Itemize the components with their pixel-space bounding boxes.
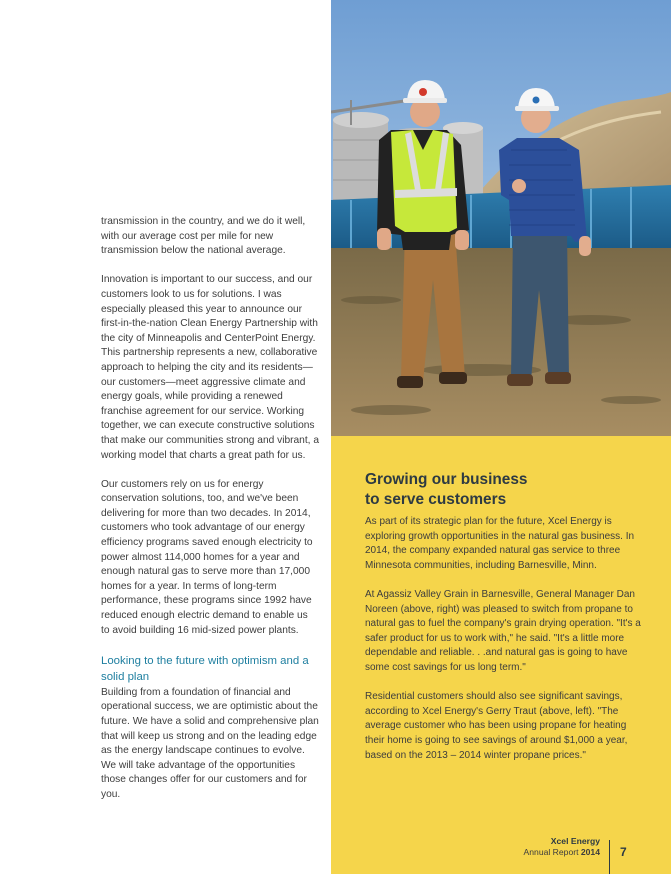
body-paragraph: Innovation is important to our success, and our customers look to us for solutions. I was especially pleased this year to announce our first-in-the-nation Clean Energy Partnership with the city of Minneapolis and CenterPoint Energy. This partnership represents a new, collaborative approach to helping the city and its residents— our customers—meet aggressive climate and energy goals, while providing a renewed franchise agreement for our service. Working together, we can execute constructive solutions that make our communities strong and vibrant, a working model that charts a great path for us. (101, 274, 320, 461)
page-number: 7 (620, 845, 627, 859)
sidebar-paragraph: Residential customers should also see significant savings, according to Xcel Energy's Gerry Traut (above, left). "The average customer who has been using propane for heating their home is going to see savings of around $1,000 a year, based on the 2013 – 2014 winter propane prices." (365, 691, 628, 761)
letter-body (101, 215, 319, 817)
sidebar-paragraph: At Agassiz Valley Grain in Barnesville, General Manager Dan Noreen (above, right) was pleased to switch from propane to natural gas to fuel the company's grain drying operation. "It's a safer product for us to work with," he said. "It's a little more dependable and reliable. . .and natural gas is going to have some cost savings for us long term." (365, 588, 641, 673)
photo-grain-facility (331, 0, 671, 436)
footer-report (470, 847, 600, 858)
section-subheading: Looking to the future with optimism and a solid plan (101, 654, 309, 683)
sidebar-heading-line-1: Growing our business (365, 471, 528, 488)
body-paragraph: Our customers rely on us for energy conservation solutions, too, and we've been delivering for more than two decades. In 2014, customers who took advantage of our energy efficiency programs saved enough electricity to power almost 114,000 homes for a year and enough natural gas to serve more than 17,000 homes for a year. In terms of long-term performance, these programs since 1992 have reduced enough electric demand to enable us to avoid building 16 mid-sized power plants. (101, 478, 313, 636)
sidebar-story (365, 470, 645, 778)
sidebar-paragraph: As part of its strategic plan for the future, Xcel Energy is exploring growth opportunities in the natural gas business. In 2014, the company expanded natural gas service to three Minnesota communities, including Barnesville, Minn. (365, 516, 635, 571)
sidebar-heading (365, 470, 645, 509)
footer-brand: Xcel Energy (550, 836, 600, 846)
footer-report-label: Annual Report (523, 847, 579, 857)
body-paragraph: transmission in the country, and we do it well, with our average cost per mile for new transmission below the national average. (101, 216, 306, 257)
page-footer (470, 836, 600, 858)
body-paragraph: Building from a foundation of financial and operational success, we are optimistic about the future. We have a solid and comprehensive plan that will keep us strong and on the leading edge as the energy landscape continues to evolve. We will take advantage of the opportunities those changes offer for our customers and for you. (101, 686, 319, 800)
sidebar-heading-line-2: to serve customers (365, 490, 507, 508)
footer-report-year: 2014 (580, 847, 600, 857)
footer-divider (609, 840, 610, 874)
